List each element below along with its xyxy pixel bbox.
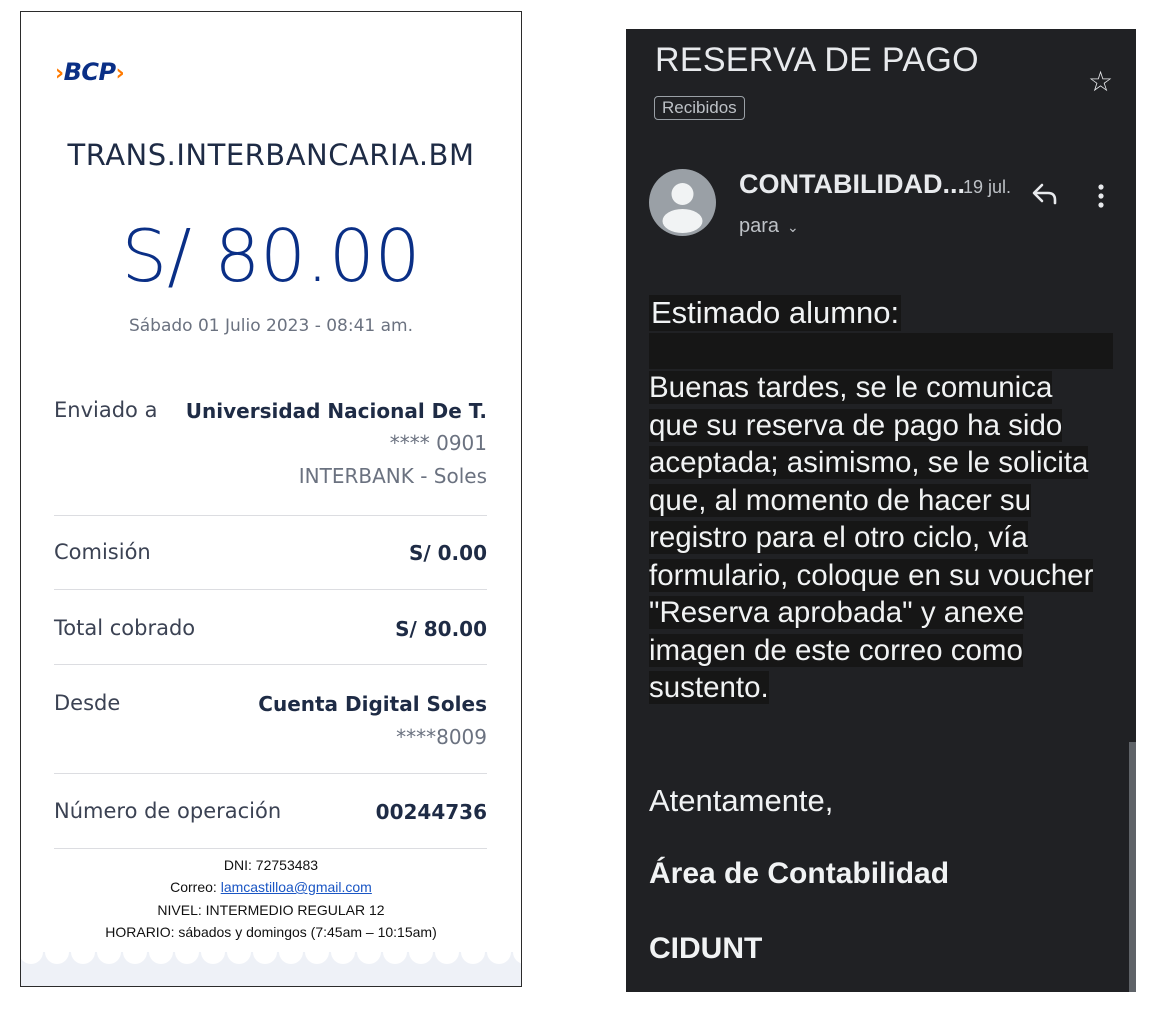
email-body: [649, 369, 1119, 707]
avatar-icon[interactable]: [649, 169, 716, 236]
footer-level: NIVEL: INTERMEDIO REGULAR 12: [157, 902, 385, 918]
more-vert-icon[interactable]: [1096, 183, 1106, 216]
divider: [54, 589, 487, 590]
from-account: ****8009: [396, 725, 487, 749]
signature-org: CIDUNT: [649, 932, 763, 965]
body-line: "Reserva aprobada" y anexe: [649, 596, 1025, 629]
body-line: sustento.: [649, 671, 769, 704]
bcp-logo-arrow-right: ›: [115, 61, 125, 86]
inbox-label[interactable]: Recibidos: [654, 96, 745, 120]
body-line: registro para el otro ciclo, vía: [649, 521, 1028, 554]
bcp-logo-arrow-left: ›: [55, 61, 64, 86]
sent-to-bank: INTERBANK - Soles: [298, 464, 487, 488]
bcp-logo-text: BCP: [63, 58, 116, 86]
email-date: 19 jul.: [963, 177, 1012, 197]
footer-email-label: Correo:: [170, 879, 221, 895]
divider: [54, 664, 487, 665]
receipt-scallop-edge: [21, 952, 521, 986]
divider: [54, 848, 487, 849]
email-link[interactable]: lamcastilloa@gmail.com: [220, 879, 372, 895]
footer-dni: DNI: 72753483: [223, 857, 319, 873]
highlight-blank-line: [649, 333, 1113, 369]
email-closing: Atentamente,: [649, 783, 834, 818]
receipt-amount: S/ 80.00: [121, 214, 421, 298]
commission-label: Comisión: [54, 540, 151, 564]
email-greeting: Estimado alumno:: [651, 295, 900, 330]
sent-to-value: Universidad Nacional De T.: [185, 399, 487, 423]
operation-label: Número de operación: [54, 799, 282, 823]
email-view: [626, 29, 1136, 992]
footer-schedule: HORARIO: sábados y domingos (7:45am – 10:15am): [105, 924, 437, 940]
body-line: que su reserva de pago ha sido: [649, 408, 1063, 442]
operation-value: 00244736: [375, 800, 487, 824]
star-icon[interactable]: ☆: [1088, 66, 1114, 97]
chevron-down-icon: ⌄: [787, 219, 799, 235]
bcp-logo: [55, 58, 124, 86]
receipt-title: TRANS.INTERBANCARIA.BM: [67, 138, 475, 172]
email-subject: RESERVA DE PAGO: [655, 41, 979, 79]
body-line: Buenas tardes, se le comunica: [649, 371, 1053, 404]
receipt-datetime: Sábado 01 Julio 2023 - 08:41 am.: [128, 316, 414, 336]
total-label: Total cobrado: [54, 616, 196, 640]
recipients-label: para: [739, 215, 780, 237]
body-line: imagen de este correo como: [649, 633, 1023, 667]
body-line: que, al momento de hacer su: [649, 483, 1032, 517]
commission-value: S/ 0.00: [408, 541, 487, 565]
divider: [54, 515, 487, 516]
sent-to-label: Enviado a: [54, 398, 158, 422]
divider: [54, 773, 487, 774]
body-line: formulario, coloque en su voucher: [649, 558, 1094, 592]
sent-to-account: **** 0901: [389, 431, 487, 455]
reply-icon[interactable]: [1030, 179, 1060, 214]
from-value: Cuenta Digital Soles: [258, 692, 487, 716]
sender-name[interactable]: CONTABILIDAD...: [739, 169, 965, 199]
bcp-receipt: [20, 11, 522, 987]
total-value: S/ 80.00: [395, 617, 487, 641]
body-line: aceptada; asimismo, se le solicita: [649, 446, 1089, 479]
scrollbar[interactable]: [1129, 742, 1136, 992]
signature-area: Área de Contabilidad: [649, 857, 950, 890]
footer-email: [21, 879, 521, 895]
from-label: Desde: [54, 691, 121, 715]
recipients-toggle[interactable]: [739, 215, 799, 238]
